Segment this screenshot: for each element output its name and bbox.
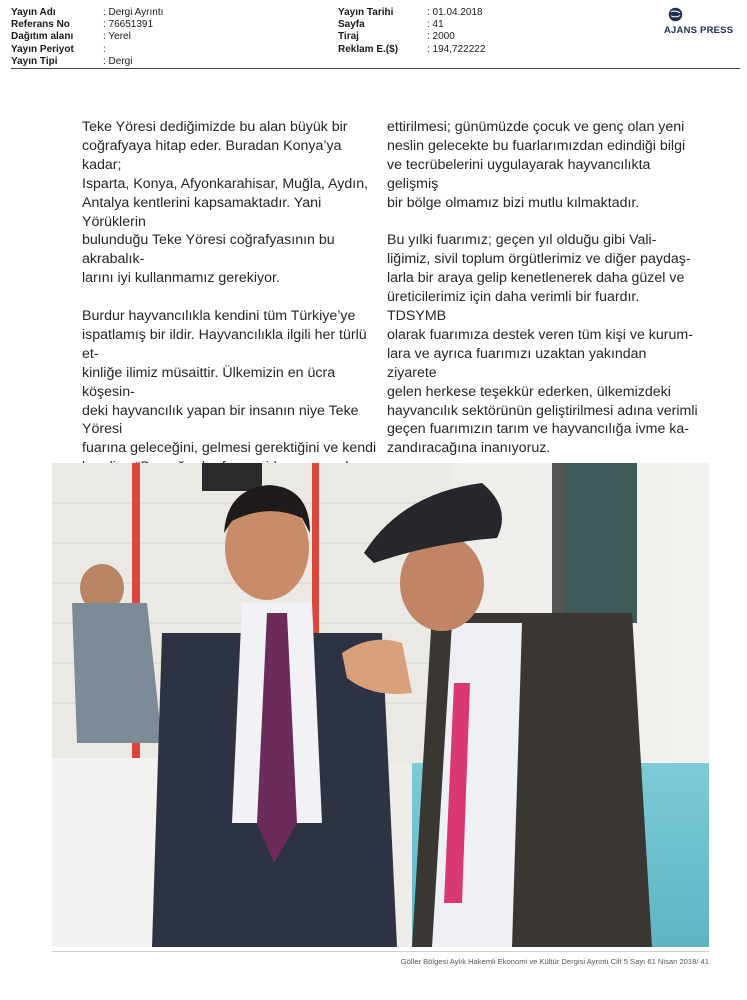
ajans-press-logo (664, 7, 742, 37)
meta-value: : 194,722222 (427, 43, 486, 55)
meta-row (11, 31, 163, 43)
meta-label: Reklam E.($) (338, 43, 399, 55)
meta-left-block (11, 7, 163, 68)
meta-row (11, 44, 163, 56)
meta-label: Yayın Tarihi (338, 7, 394, 18)
meta-label: Sayfa (338, 19, 365, 31)
meta-row (11, 56, 163, 68)
meta-row (338, 44, 485, 56)
globe-icon (668, 7, 683, 22)
meta-value: : Dergi (103, 55, 133, 67)
meta-value: : 01.04.2018 (427, 7, 483, 18)
meta-row (338, 7, 485, 19)
meta-value: : 2000 (427, 31, 455, 43)
meta-row (338, 31, 485, 43)
meta-row (11, 7, 163, 19)
meta-row (11, 19, 163, 31)
meta-label: Referans No (11, 19, 70, 31)
speaker (202, 463, 262, 491)
meta-label: Dağıtım alanı (11, 31, 74, 43)
paragraph: Teke Yöresi dediğimizde bu alan büyük bir coğrafyaya hitap eder. Buradan Konya’ya kadar; Isparta, Konya, Afyonkarahisar, Muğla, Aydın, Antalya kentlerini kapsamaktadır. Yani Yörüklerin bulunduğu Teke Yöresi coğrafyasının bu akrabalık- larını iyi kullanmamız gerekiyor. (82, 119, 369, 287)
paragraph: Bu yılki fuarımız; geçen yıl olduğu gibi Vali- liğimiz, sivil toplum örgütlerimiz ve diğer paydaş- larla bir araya gelip kenetlenerek daha güzel ve üreticilerimiz için daha verimli bir fuardır. TDSYMB olarak fuarımıza destek veren tüm kişi ve kurum- lara ve ayrıca fuarımızı uzaktan yakından ziyarete gelen herkese teşekkür ederken, ülkemizdeki hayvancılık sektörünün geliştirilmesi adına verimli geçen fuarımızın tarım ve hayvancılığa ivme ka- zandıracağına inanıyoruz. (387, 232, 698, 457)
meta-label: Yayın Periyot (11, 43, 74, 55)
footer-divider (52, 951, 709, 952)
article-photo (52, 463, 709, 947)
page-footer: Göller Bölgesi Aylık Hakemli Ekonomi ve Kültür Dergisi Ayrıntı Cilt 5 Sayı 61 Nisan 2018/ 41 (400, 957, 709, 966)
screen-panel (562, 463, 637, 623)
meta-right-block (338, 7, 485, 56)
paragraph: ettirilmesi; günümüzde çocuk ve genç olan yeni neslin gelecekte bu fuarlarımızdan edindiği bilgi ve tecrübelerini uygulayarak hayvancılıkta gelişmiş bir bölge olmamız bizi mutlu kılmaktadır. (387, 119, 686, 211)
meta-value: : Yerel (103, 31, 131, 43)
paragraph: Burdur hayvancılıkla kendini tüm Türkiye’ye ispatlamış bir ildir. Hayvancılıkla ilgili her türlü et- kinliğe ilimiz müsaittir. Ülkemizin en ücra köşesin- deki hayvancılık yapan bir insanın niye Teke Yöresi fuarına geleceğini, gelmesi gerektiğini ve kendi (82, 308, 377, 457)
meta-label: Yayın Adı (11, 7, 56, 18)
meta-label: Tiraj (338, 31, 359, 43)
meta-row (338, 19, 485, 31)
article-column-right (387, 118, 699, 458)
meta-value: : Dergi Ayrıntı (103, 7, 164, 18)
header-divider (11, 68, 740, 69)
meta-value: : 76651391 (103, 19, 154, 31)
stand (552, 463, 564, 633)
meta-value: : 41 (427, 19, 444, 31)
meta-value: : (103, 43, 106, 55)
logo-text: AJANS PRESS (664, 25, 734, 36)
meta-label: Yayın Tipi (11, 55, 58, 67)
